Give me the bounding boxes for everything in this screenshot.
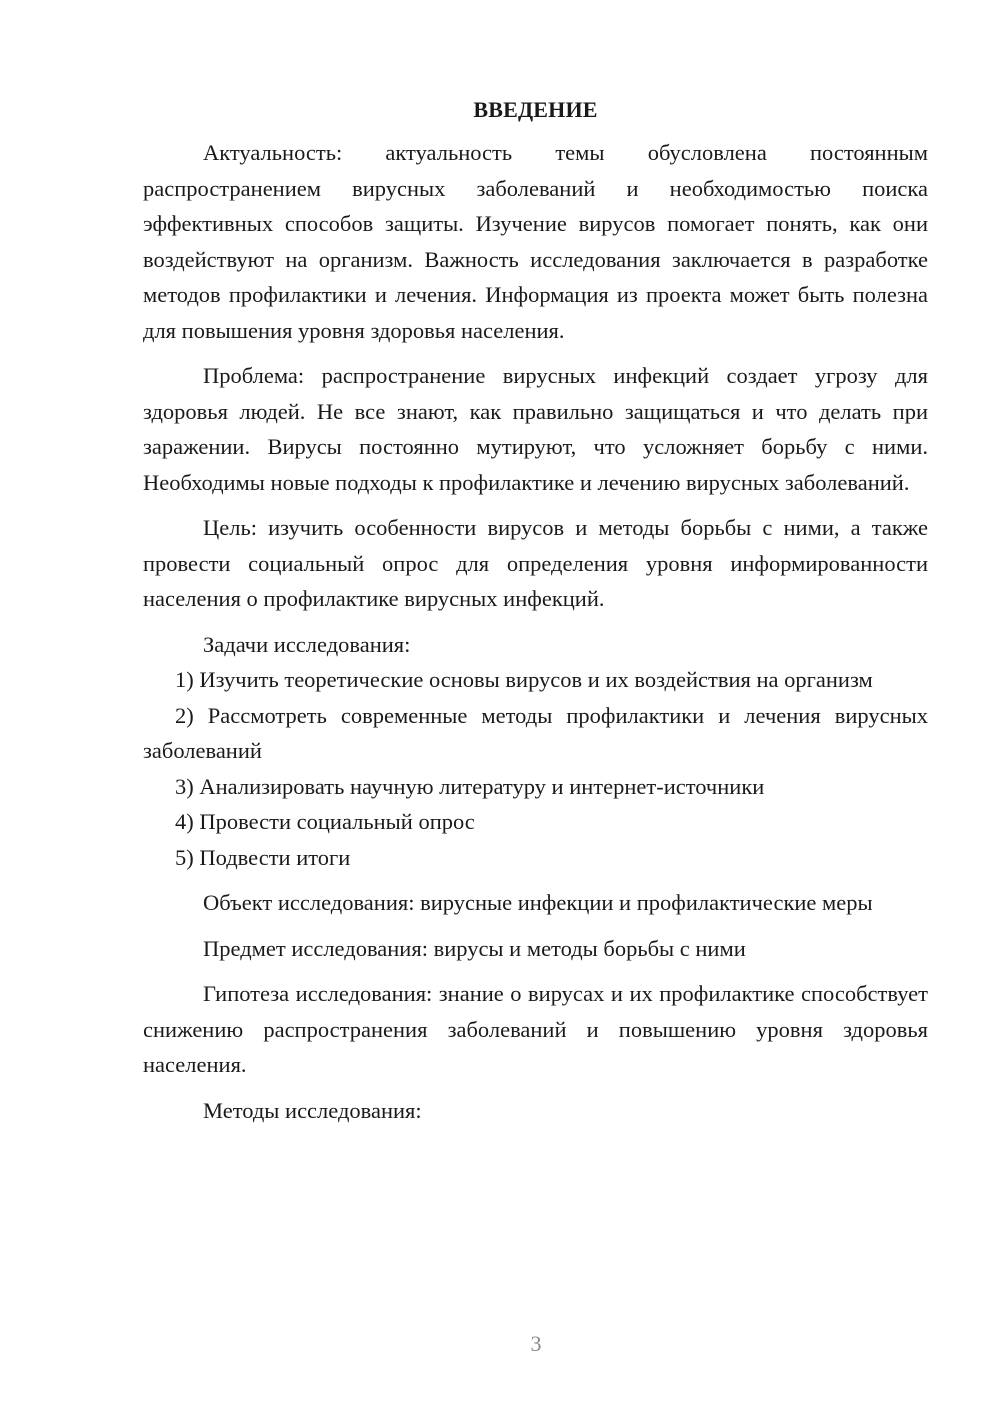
task-item-1: 1) Изучить теоретические основы вирусов и их воздействия на организм: [175, 667, 873, 692]
task-item-3: 3) Анализировать научную литературу и интернет-источники: [175, 773, 765, 799]
methods-heading: Методы исследования:: [203, 1097, 422, 1123]
subject-paragraph: Предмет исследования: вирусы и методы борьбы с ними: [203, 935, 746, 961]
page-content: [143, 92, 928, 1128]
task-item-5: 5) Подвести итоги: [175, 844, 351, 870]
goal-paragraph: Цель: изучить особенности вирусов и методы борьбы с ними, а также провести социальный опрос для определения уровня информированности населения о профилактике вирусных инфекций.: [143, 515, 928, 611]
problem-paragraph: Проблема: распространение вирусных инфекций создает угрозу для здоровья людей. Не все знают, как правильно защищаться и что делать при заражении. Вирусы постоянно мутируют, что усложняет борьбу с ними. Необходимы новые подходы к профилактике и лечению вирусных заболеваний.: [143, 363, 928, 495]
hypothesis-paragraph: Гипотеза исследования: знание о вирусах и их профилактике способствует снижению распространения заболеваний и повышению уровня здоровья населения.: [143, 981, 928, 1077]
page-title: ВВЕДЕНИЕ: [473, 97, 598, 122]
task-item-2: 2) Рассмотреть современные методы профилактики и лечения вирусных заболеваний: [143, 702, 928, 763]
relevance-paragraph: Актуальность: актуальность темы обусловлена постоянным распространением вирусных заболеваний и необходимостью поиска эффективных способов защиты. Изучение вирусов помогает понять, как они воздействуют на организм. Важность исследования заключается в разработке методов профилактики и лечения. Информация из проекта может быть полезна для повышения уровня здоровья населения.: [143, 140, 928, 343]
task-item-4: 4) Провести социальный опрос: [175, 809, 475, 834]
page-number: 3: [530, 1331, 542, 1356]
object-paragraph: Объект исследования: вирусные инфекции и профилактические меры: [203, 890, 873, 915]
tasks-heading: Задачи исследования:: [203, 631, 411, 657]
